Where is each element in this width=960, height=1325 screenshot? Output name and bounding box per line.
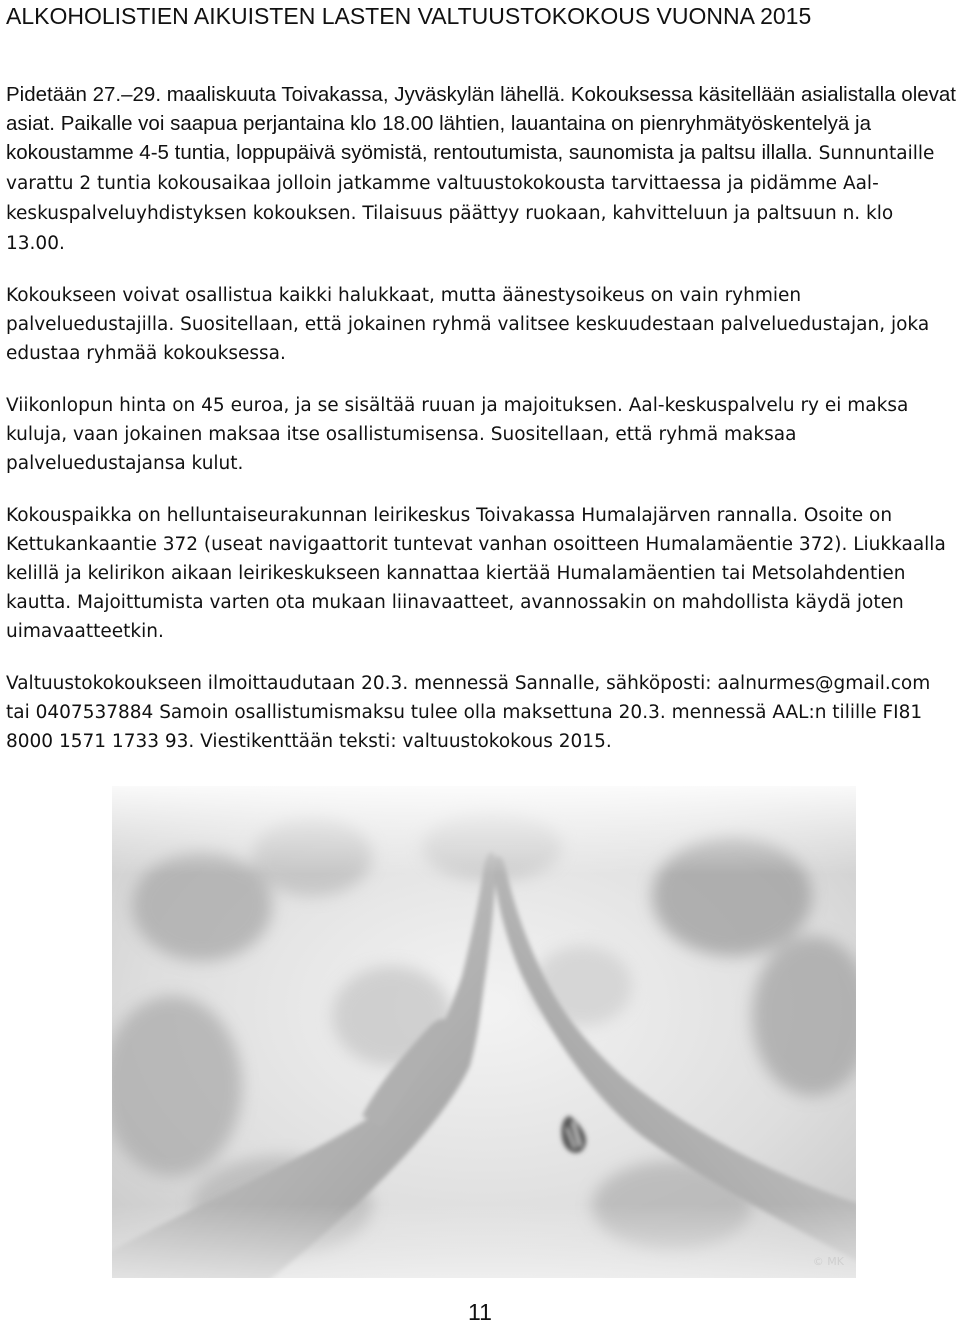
paragraph-schedule-part2: Sunnuntaille varattu 2 tuntia kokousaikaa jolloin jatkamme valtuustokokousta tarvittaessa ja pidämme Aal-keskuspalveluyhdistyksen kokouksen. Tilaisuus päättyy ruokaan, kahvitteluun ja paltsuun n. klo 13.00. <box>6 143 935 254</box>
document-title: ALKOHOLISTIEN AIKUISTEN LASTEN VALTUUSTOKOKOUS VUONNA 2015 <box>6 3 812 29</box>
page-number: 11 <box>468 1299 492 1325</box>
paragraph-venue: Kokouspaikka on helluntaiseurakunnan leirikeskus Toivakassa Humalajärven rannalla. Osoite on Kettukankaantie 372 (useat navigaattorit tuntevat vanhan osoitteen Humalamäentie 372). Liukkaalla kelillä ja kelirikon aikaan leirikeskukseen kannattaa kiertää Humalamäentien tai Metsolahdentien kautta. Majoittumista varten ota mukaan liinavaatteet, avannossakin on mahdollista käydä joten uimavaatteetkin. <box>6 505 946 642</box>
paragraph-schedule <box>6 80 956 258</box>
paragraph-registration: Valtuustokokoukseen ilmoittaudutaan 20.3. mennessä Sannalle, sähköposti: aalnurmes@gmail.com tai 0407537884 Samoin osallistumismaksu tulee olla maksettuna 20.3. mennessä AAL:n tilille FI81 8000 1571 1733 93. Viestikenttään teksti: valtuustokokous 2015. <box>6 673 931 752</box>
hands-photo-illustration <box>112 786 856 1278</box>
paragraph-participation: Kokoukseen voivat osallistua kaikki halukkaat, mutta äänestysoikeus on vain ryhmien palveluedustajilla. Suositellaan, että jokainen ryhmä valitsee keskuudestaan palveluedustajan, joka edustaa ryhmää kokouksessa. <box>6 285 930 364</box>
paragraph-schedule-part1: Pidetään 27.–29. maaliskuuta Toivakassa, Jyväskylän lähellä. Kokouksessa käsitellään asialistalla olevat asiat. Paikalle voi saapua perjantaina klo 18.00 lähtien, lauantaina on pienryhmätyöskentelyä ja kokoustamme 4-5 tuntia, loppupäivä syömistä, rentoutumista, saunomista ja paltsu illalla. <box>6 83 956 164</box>
article-body <box>6 80 956 779</box>
paragraph-price: Viikonlopun hinta on 45 euroa, ja se sisältää ruuan ja majoituksen. Aal-keskuspalvelu ry ei maksa kuluja, vaan jokainen maksaa itse osallistumisensa. Suositellaan, että ryhmä maksaa palveluedustajansa kulut. <box>6 395 909 474</box>
photo-credit: © MK <box>812 1255 844 1268</box>
hands-photo <box>112 786 856 1278</box>
